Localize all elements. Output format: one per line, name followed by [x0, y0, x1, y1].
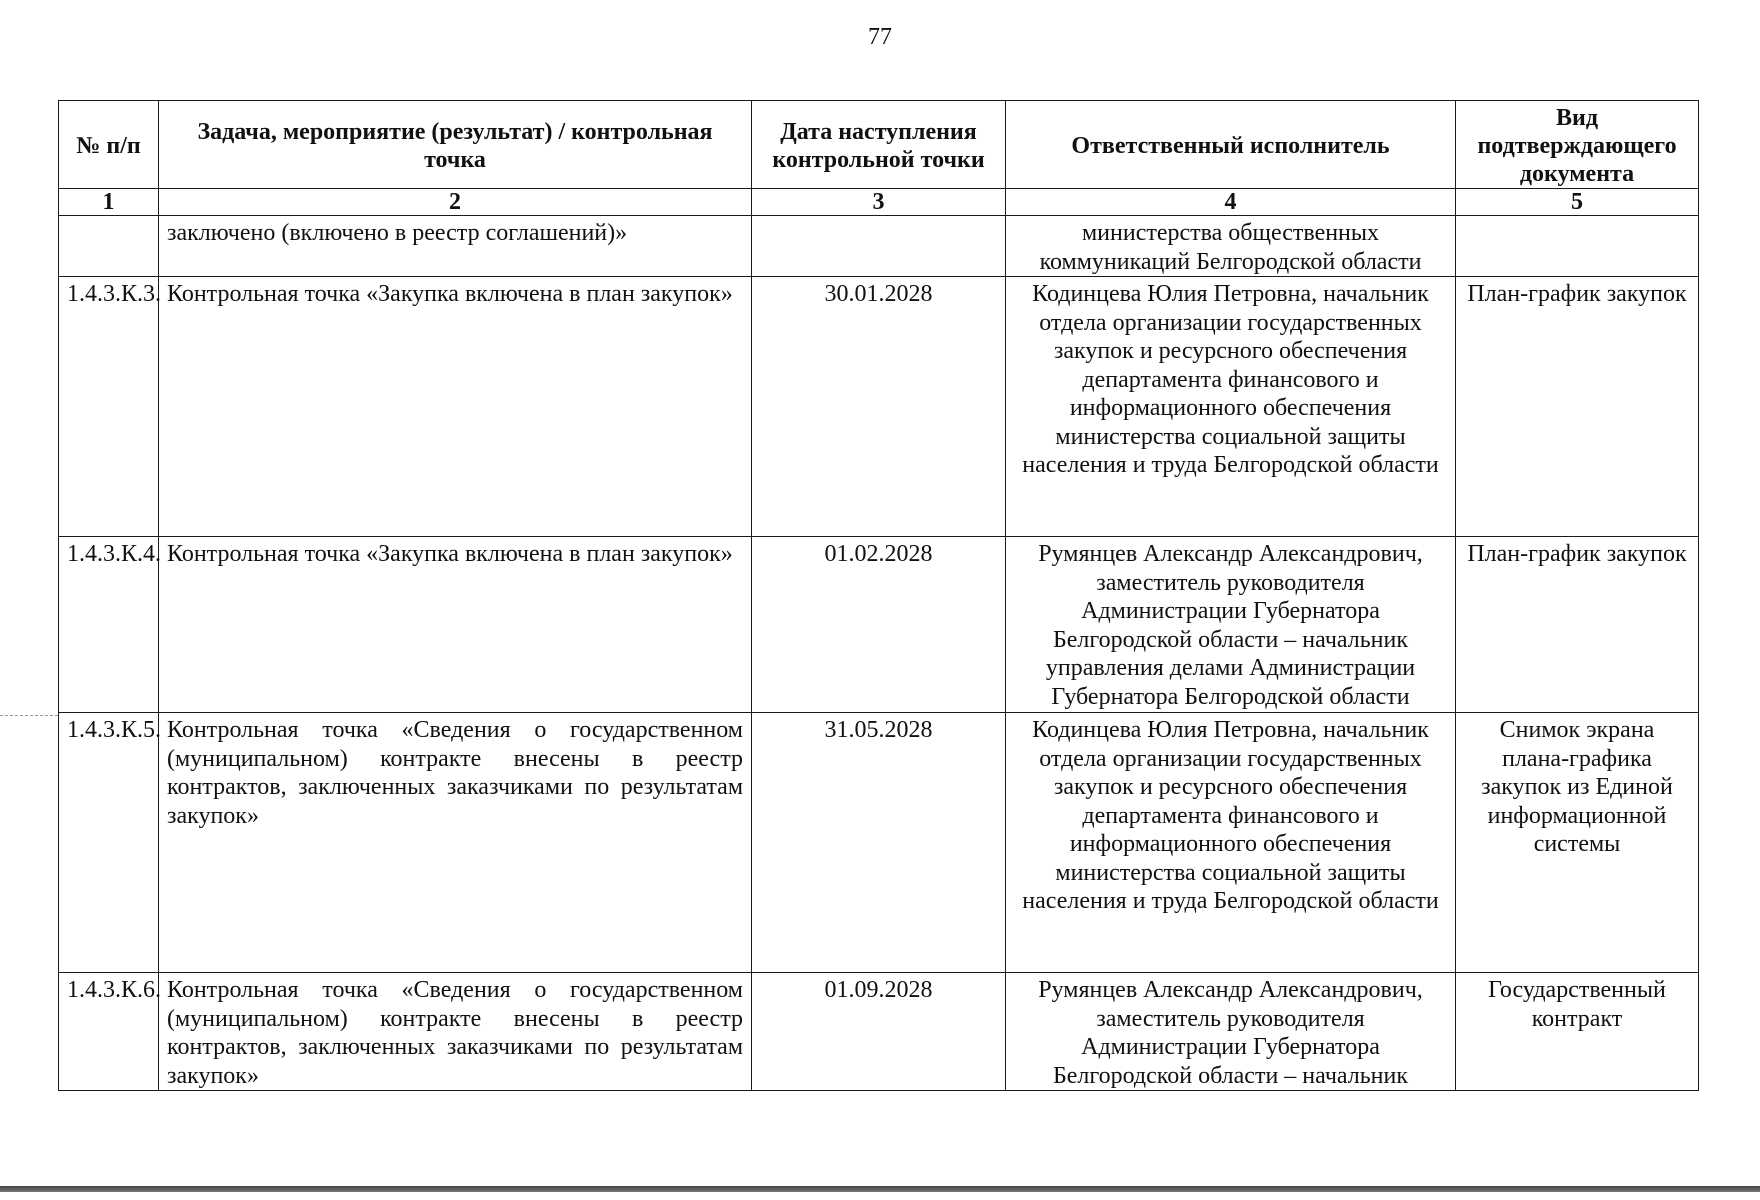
column-number: 4 [1006, 189, 1456, 216]
header-date: Дата наступления контрольной точки [752, 101, 1006, 189]
table-row [59, 277, 1699, 537]
executor-cell: Кодинцева Юлия Петровна, начальник отдела организации государственных закупок и ресурсного обеспечения департамента финансового и информационного обеспечения министерства социальной защиты населения и труда Белгородской области [1006, 713, 1456, 973]
column-number: 3 [752, 189, 1006, 216]
executor-cell: Кодинцева Юлия Петровна, начальник отдела организации государственных закупок и ресурсного обеспечения департамента финансового и информационного обеспечения министерства социальной защиты населения и труда Белгородской области [1006, 277, 1456, 537]
date-cell: 01.02.2028 [752, 537, 1006, 713]
row-number: 1.4.3.К.3. [59, 277, 159, 537]
scan-edge-line [0, 1186, 1760, 1192]
document-cell: Государственный контракт [1456, 973, 1699, 1091]
date-cell: 01.09.2028 [752, 973, 1006, 1091]
document-cell [1456, 216, 1699, 277]
row-number [59, 216, 159, 277]
executor-cell: Румянцев Александр Александрович, заместитель руководителя Администрации Губернатора Белгородской области – начальник [1006, 973, 1456, 1091]
row-number: 1.4.3.К.6. [59, 973, 159, 1091]
document-cell: План-график закупок [1456, 277, 1699, 537]
task-cell: Контрольная точка «Сведения о государственном (муниципальном) контракте внесены в реестр контрактов, заключенных заказчиками по результатам закупок» [159, 713, 752, 973]
table-row [59, 973, 1699, 1091]
column-number: 5 [1456, 189, 1699, 216]
column-number: 2 [159, 189, 752, 216]
task-cell: заключено (включено в реестр соглашений)» [159, 216, 752, 277]
scan-fold-line [0, 715, 58, 716]
date-cell: 30.01.2028 [752, 277, 1006, 537]
page-number: 77 [868, 24, 892, 50]
column-number-row [59, 189, 1699, 216]
task-cell: Контрольная точка «Закупка включена в план закупок» [159, 537, 752, 713]
executor-cell: Румянцев Александр Александрович, заместитель руководителя Администрации Губернатора Белгородской области – начальник управления делами Администрации Губернатора Белгородской области [1006, 537, 1456, 713]
task-cell: Контрольная точка «Закупка включена в план закупок» [159, 277, 752, 537]
control-points-table [58, 100, 1699, 1091]
column-number: 1 [59, 189, 159, 216]
table-row [59, 216, 1699, 277]
date-cell [752, 216, 1006, 277]
executor-cell: министерства общественных коммуникаций Белгородской области [1006, 216, 1456, 277]
header-task: Задача, мероприятие (результат) / контрольная точка [159, 101, 752, 189]
date-cell: 31.05.2028 [752, 713, 1006, 973]
header-executor: Ответственный исполнитель [1006, 101, 1456, 189]
document-cell: Снимок экрана плана-графика закупок из Единой информационной системы [1456, 713, 1699, 973]
header-doc: Вид подтверждающего документа [1456, 101, 1699, 189]
row-number: 1.4.3.К.5. [59, 713, 159, 973]
document-cell: План-график закупок [1456, 537, 1699, 713]
task-cell: Контрольная точка «Сведения о государственном (муниципальном) контракте внесены в реестр контрактов, заключенных заказчиками по результатам закупок» [159, 973, 752, 1091]
table-header-row [59, 101, 1699, 189]
header-num: № п/п [59, 101, 159, 189]
row-number: 1.4.3.К.4. [59, 537, 159, 713]
table-row [59, 537, 1699, 713]
table-row [59, 713, 1699, 973]
